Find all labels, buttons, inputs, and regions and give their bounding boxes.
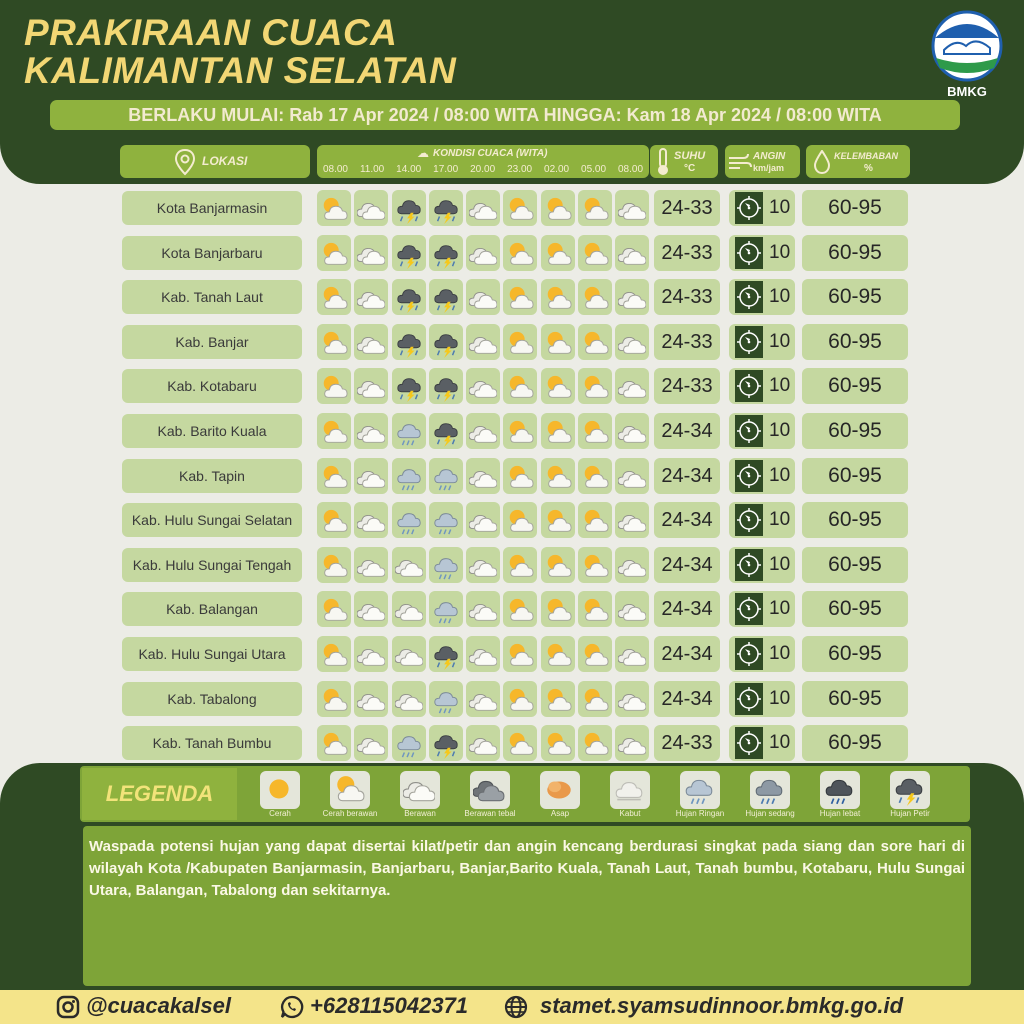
time-label: 05.00 [581, 164, 607, 175]
weather-cell [429, 279, 463, 315]
weather-cell [615, 324, 649, 360]
weather-cell [354, 591, 388, 627]
weather-cell [541, 190, 575, 226]
legend-label: Hujan lebat [819, 809, 861, 818]
whatsapp-icon [280, 995, 304, 1019]
time-labels [317, 164, 649, 175]
weather-conditions [317, 235, 649, 271]
weather-cell [578, 190, 612, 226]
weather-cell [578, 636, 612, 672]
weather-conditions [317, 324, 649, 360]
wind-icon [728, 152, 752, 172]
temperature-value: 24-33 [654, 368, 720, 404]
legend-label: Cerah berawan [322, 809, 378, 818]
table-row [0, 547, 1024, 583]
weather-cell [466, 368, 500, 404]
weather-cell [317, 591, 351, 627]
weather-cell [317, 235, 351, 271]
weather-conditions [317, 190, 649, 226]
weather-cell [578, 279, 612, 315]
weather-conditions [317, 591, 649, 627]
lokasi-label: LOKASI [202, 154, 248, 168]
location-pin-icon [174, 148, 196, 176]
weather-cell [392, 413, 426, 449]
location-name: Kab. Tanah Laut [122, 280, 302, 314]
weather-cell [503, 458, 537, 494]
weather-cell [503, 279, 537, 315]
table-row [0, 235, 1024, 271]
location-name: Kota Banjarbaru [122, 236, 302, 270]
weather-cell [317, 547, 351, 583]
page-title-line2: KALIMANTAN SELATAN [24, 50, 457, 91]
location-name: Kab. Hulu Sungai Selatan [122, 503, 302, 537]
weather-cell [578, 681, 612, 717]
weather-cell [541, 413, 575, 449]
weather-cell [578, 547, 612, 583]
wind-speed: 10 [769, 330, 791, 352]
wind-speed: 10 [769, 553, 791, 575]
warning-box [83, 826, 971, 986]
weather-cell [317, 190, 351, 226]
asap-icon [540, 771, 580, 809]
wind-direction-icon [735, 326, 763, 358]
weather-cell [541, 681, 575, 717]
weather-cell [429, 235, 463, 271]
humidity-value: 60-95 [802, 279, 908, 315]
wind-direction-icon [735, 727, 763, 759]
wind-speed: 10 [769, 375, 791, 397]
wind-cell [729, 413, 795, 449]
legend-item [595, 771, 665, 821]
temperature-value: 24-33 [654, 324, 720, 360]
humidity-value: 60-95 [802, 725, 908, 761]
temperature-value: 24-34 [654, 502, 720, 538]
weather-cell [429, 547, 463, 583]
weather-cell [503, 235, 537, 271]
validity-period: BERLAKU MULAI: Rab 17 Apr 2024 / 08:00 WITA HINGGA: Kam 18 Apr 2024 / 08:00 WITA [50, 100, 960, 130]
weather-cell [354, 279, 388, 315]
weather-conditions [317, 502, 649, 538]
weather-cell [466, 235, 500, 271]
angin-unit: km/jam [753, 163, 785, 173]
wind-cell [729, 636, 795, 672]
humidity-value: 60-95 [802, 591, 908, 627]
weather-cell [354, 458, 388, 494]
table-row [0, 681, 1024, 717]
wind-speed: 10 [769, 598, 791, 620]
wind-direction-icon [735, 281, 763, 313]
weather-cell [541, 368, 575, 404]
weather-cell [503, 190, 537, 226]
time-label: 14.00 [396, 164, 422, 175]
wind-speed: 10 [769, 286, 791, 308]
weather-cell [317, 458, 351, 494]
weather-cell [466, 413, 500, 449]
humidity-drop-icon [814, 150, 830, 174]
instagram-handle[interactable]: @cuacakalsel [86, 993, 231, 1018]
weather-cell [615, 636, 649, 672]
weather-cell [615, 725, 649, 761]
wind-direction-icon [735, 549, 763, 581]
weather-cell [354, 190, 388, 226]
weather-cell [615, 458, 649, 494]
weather-cell [503, 413, 537, 449]
cerah-icon [260, 771, 300, 809]
hujan-sedang-icon [750, 771, 790, 809]
weather-cell [392, 591, 426, 627]
weather-cell [615, 547, 649, 583]
wind-speed: 10 [769, 732, 791, 754]
table-row [0, 368, 1024, 404]
weather-cell [317, 279, 351, 315]
weather-cell [429, 725, 463, 761]
wind-direction-icon [735, 638, 763, 670]
legend-item [525, 771, 595, 821]
location-name: Kab. Barito Kuala [122, 414, 302, 448]
location-name: Kab. Balangan [122, 592, 302, 626]
weather-cell [503, 324, 537, 360]
weather-cell [466, 591, 500, 627]
weather-conditions [317, 458, 649, 494]
weather-cell [503, 681, 537, 717]
weather-cell [317, 636, 351, 672]
weather-cell [503, 591, 537, 627]
weather-cell [317, 324, 351, 360]
weather-cell [392, 502, 426, 538]
weather-cell [503, 725, 537, 761]
weather-cell [429, 591, 463, 627]
wind-cell [729, 681, 795, 717]
location-name: Kab. Tapin [122, 459, 302, 493]
weather-cell [615, 279, 649, 315]
weather-cell [354, 368, 388, 404]
wind-direction-icon [735, 415, 763, 447]
suhu-label: SUHU [674, 150, 706, 162]
weather-conditions [317, 636, 649, 672]
weather-cell [615, 190, 649, 226]
weather-cell [354, 636, 388, 672]
legend-label: Hujan Petir [890, 809, 930, 818]
weather-cell [541, 725, 575, 761]
wind-cell [729, 279, 795, 315]
location-name: Kota Banjarmasin [122, 191, 302, 225]
wind-cell [729, 368, 795, 404]
legend-item [315, 771, 385, 821]
legend-item [805, 771, 875, 821]
weather-cell [615, 591, 649, 627]
time-label: 02.00 [544, 164, 570, 175]
legend-item [735, 771, 805, 821]
bmkg-logo-text: BMKG [947, 84, 987, 99]
weather-cell [392, 725, 426, 761]
column-header-angin [725, 145, 800, 178]
temperature-value: 24-34 [654, 547, 720, 583]
legend-title: LEGENDA [82, 768, 237, 820]
wind-direction-icon [735, 683, 763, 715]
wind-direction-icon [735, 593, 763, 625]
wind-speed: 10 [769, 643, 791, 664]
time-label: 23.00 [507, 164, 533, 175]
weather-cell [541, 458, 575, 494]
table-row [0, 190, 1024, 226]
weather-cell [354, 547, 388, 583]
weather-cell [578, 458, 612, 494]
legend-label: Hujan sedang [745, 809, 795, 818]
legend-label: Hujan Ringan [675, 809, 725, 818]
weather-cell [578, 725, 612, 761]
weather-cell [354, 413, 388, 449]
wind-speed: 10 [769, 509, 791, 531]
weather-conditions [317, 413, 649, 449]
page-title-line1: PRAKIRAAN CUACA [24, 12, 398, 53]
weather-cell [392, 636, 426, 672]
cerah-berawan-icon [330, 771, 370, 809]
legend-label: Cerah [269, 809, 291, 818]
weather-cell [541, 591, 575, 627]
weather-cell [354, 235, 388, 271]
wind-speed: 10 [769, 687, 791, 709]
weather-cell [429, 458, 463, 494]
weather-cell [392, 279, 426, 315]
temperature-value: 24-33 [654, 725, 720, 761]
time-label: 08.00 [617, 164, 644, 175]
humidity-value: 60-95 [802, 324, 908, 360]
time-label: 17.00 [433, 164, 459, 175]
wind-cell [729, 547, 795, 583]
temperature-value: 24-34 [654, 413, 720, 449]
weather-cell [503, 547, 537, 583]
globe-icon [504, 995, 528, 1019]
humidity-value: 60-95 [802, 368, 908, 404]
weather-cell [578, 413, 612, 449]
column-header-lokasi [120, 145, 310, 178]
humidity-value: 60-95 [802, 458, 908, 494]
location-name: Kab. Kotabaru [122, 369, 302, 403]
weather-cell [354, 681, 388, 717]
legend-label: Berawan tebal [464, 809, 516, 818]
wind-cell [729, 725, 795, 761]
weather-cell [392, 458, 426, 494]
weather-cell [392, 681, 426, 717]
weather-cell [578, 324, 612, 360]
location-name: Kab. Hulu Sungai Utara [122, 637, 302, 671]
weather-cell [578, 235, 612, 271]
weather-cell [541, 502, 575, 538]
website-url[interactable]: stamet.syamsudinnoor.bmkg.go.id [540, 993, 904, 1018]
wind-cell [729, 502, 795, 538]
location-name: Kab. Hulu Sungai Tengah [122, 548, 302, 582]
bmkg-logo [930, 8, 1004, 100]
weather-cell [503, 636, 537, 672]
humidity-value: 60-95 [802, 681, 908, 717]
weather-cell [541, 324, 575, 360]
humidity-value: 60-95 [802, 235, 908, 271]
weather-cell [615, 681, 649, 717]
table-row [0, 502, 1024, 538]
wind-cell [729, 458, 795, 494]
temperature-value: 24-34 [654, 681, 720, 717]
location-name: Kab. Banjar [122, 325, 302, 359]
weather-cell [541, 235, 575, 271]
table-row [0, 725, 1024, 761]
column-header-kondisi [317, 145, 649, 178]
weather-cell [578, 368, 612, 404]
kondisi-cloud-icon: ☁ [417, 146, 429, 160]
weather-cell [392, 235, 426, 271]
weather-cell [354, 324, 388, 360]
weather-cell [466, 636, 500, 672]
weather-cell [503, 368, 537, 404]
temperature-value: 24-34 [654, 458, 720, 494]
wind-cell [729, 591, 795, 627]
wind-cell [729, 190, 795, 226]
time-label: 11.00 [359, 164, 385, 175]
weather-cell [615, 368, 649, 404]
table-row [0, 413, 1024, 449]
legend-label: Kabut [619, 809, 641, 818]
table-row [0, 279, 1024, 315]
temperature-value: 24-33 [654, 190, 720, 226]
temperature-value: 24-33 [654, 279, 720, 315]
weather-cell [541, 547, 575, 583]
hujan-lebat-icon [820, 771, 860, 809]
weather-cell [466, 279, 500, 315]
kelembaban-unit: % [864, 163, 873, 174]
weather-conditions [317, 725, 649, 761]
wind-speed: 10 [769, 464, 791, 486]
humidity-value: 60-95 [802, 636, 908, 672]
table-row [0, 636, 1024, 672]
weather-cell [503, 502, 537, 538]
wind-speed: 10 [769, 241, 791, 263]
weather-cell [466, 502, 500, 538]
suhu-unit: °C [684, 163, 696, 174]
weather-conditions [317, 279, 649, 315]
angin-label: ANGIN [753, 151, 786, 162]
wind-direction-icon [735, 460, 763, 492]
legend-item [665, 771, 735, 821]
legend-item [245, 771, 315, 821]
legend-label: Asap [550, 809, 570, 818]
weather-cell [466, 725, 500, 761]
weather-cell [317, 502, 351, 538]
berawan-tebal-icon [470, 771, 510, 809]
weather-cell [615, 235, 649, 271]
weather-conditions [317, 681, 649, 717]
legend-item [385, 771, 455, 821]
humidity-value: 60-95 [802, 547, 908, 583]
weather-cell [317, 413, 351, 449]
weather-cell [615, 413, 649, 449]
weather-cell [429, 413, 463, 449]
wind-direction-icon [735, 370, 763, 402]
weather-cell [392, 368, 426, 404]
legend-item [875, 771, 945, 821]
weather-cell [466, 547, 500, 583]
weather-cell [578, 591, 612, 627]
column-header-kelembaban [806, 145, 910, 178]
weather-cell [541, 636, 575, 672]
table-row [0, 458, 1024, 494]
time-label: 20.00 [470, 164, 496, 175]
weather-cell [429, 368, 463, 404]
kelembaban-label: KELEMBABAN [834, 151, 898, 161]
thermometer-icon [656, 148, 670, 176]
footer-bar [0, 990, 1024, 1024]
weather-cell [578, 502, 612, 538]
humidity-value: 60-95 [802, 502, 908, 538]
wind-direction-icon [735, 237, 763, 269]
weather-cell [429, 324, 463, 360]
kondisi-label: KONDISI CUACA (WITA) [433, 148, 548, 159]
wind-direction-icon [735, 192, 763, 224]
wind-speed: 10 [769, 420, 791, 441]
weather-cell [466, 324, 500, 360]
weather-cell [429, 190, 463, 226]
weather-cell [615, 502, 649, 538]
weather-cell [466, 458, 500, 494]
table-row [0, 324, 1024, 360]
hujan-petir-icon [890, 771, 930, 809]
wind-cell [729, 235, 795, 271]
kabut-icon [610, 771, 650, 809]
weather-cell [317, 681, 351, 717]
weather-cell [466, 681, 500, 717]
weather-cell [541, 279, 575, 315]
weather-cell [429, 636, 463, 672]
weather-cell [317, 368, 351, 404]
weather-cell [317, 725, 351, 761]
weather-cell [392, 324, 426, 360]
weather-cell [429, 681, 463, 717]
legend-item [455, 771, 525, 821]
weather-conditions [317, 368, 649, 404]
temperature-value: 24-34 [654, 591, 720, 627]
hujan-ringan-icon [680, 771, 720, 809]
weather-cell [354, 502, 388, 538]
humidity-value: 60-95 [802, 413, 908, 449]
instagram-icon [56, 995, 80, 1019]
weather-cell [429, 502, 463, 538]
warning-text: Waspada potensi hujan yang dapat disertai kilat/petir dan angin kencang berdurasi singkat pada siang dan sore hari di wilayah Kota /Kabupaten Banjarmasin, Banjarbaru, Banjar,Barito Kuala, Tanah Laut, Tanah bumbu, Kotabaru, Hulu Sungai Utara, Balangan, Tabalong dan sekitarnya. [89, 838, 965, 899]
weather-cell [392, 190, 426, 226]
legend-label: Berawan [404, 809, 436, 818]
berawan-icon [400, 771, 440, 809]
weather-cell [466, 190, 500, 226]
table-row [0, 591, 1024, 627]
temperature-value: 24-33 [654, 235, 720, 271]
location-name: Kab. Tabalong [122, 682, 302, 716]
weather-cell [354, 725, 388, 761]
wind-direction-icon [735, 504, 763, 536]
column-header-suhu [650, 145, 718, 178]
wind-speed: 10 [769, 197, 791, 218]
weather-conditions [317, 547, 649, 583]
whatsapp-number[interactable]: +628115042371 [310, 993, 469, 1018]
location-name: Kab. Tanah Bumbu [122, 726, 302, 760]
temperature-value: 24-34 [654, 636, 720, 672]
wind-cell [729, 324, 795, 360]
humidity-value: 60-95 [802, 190, 908, 226]
time-label: 08.00 [322, 164, 348, 175]
weather-cell [392, 547, 426, 583]
